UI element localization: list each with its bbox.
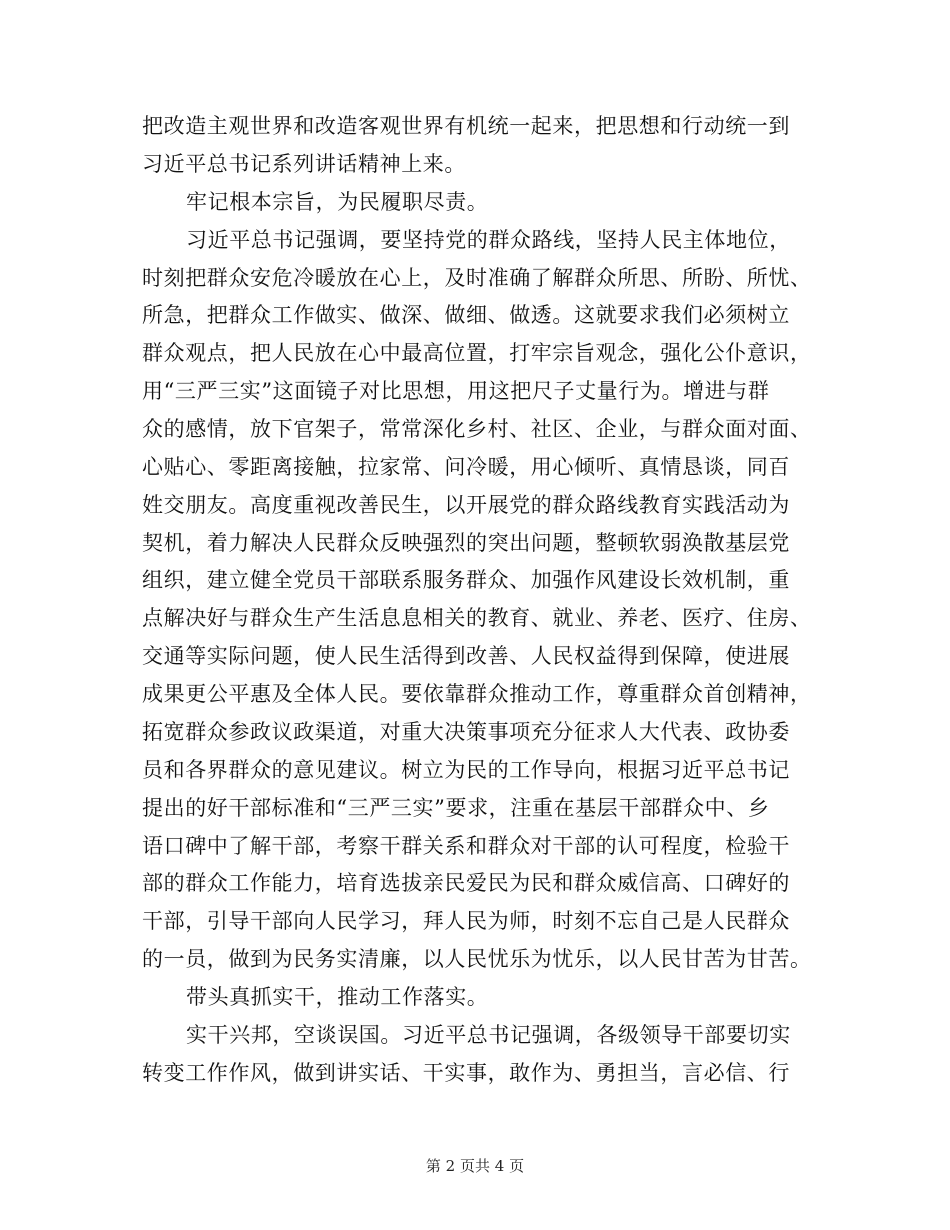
text-line: 习近平总书记系列讲话精神上来。 <box>142 152 466 176</box>
text-line: 交通等实际问题，使人民生活得到改善、人民权益得到保障，使进展 <box>142 644 790 668</box>
text-line: 转变工作作风，做到讲实话、干实事，敢作为、勇担当，言必信、行 <box>142 1061 790 1085</box>
text-line: 实干兴邦，空谈误国。习近平总书记强调，各级领导干部要切实 <box>186 1023 791 1047</box>
section-heading: 带头真抓实干，推动工作落实。 <box>186 985 489 1009</box>
text-line: 姓交朋友。高度重视改善民生，以开展党的群众路线教育实践活动为 <box>142 493 790 517</box>
text-line: 众的感情，放下官架子，常常深化乡村、社区、企业，与群众面对面、 <box>142 417 812 441</box>
text-line: 拓宽群众参政议政渠道，对重大决策事项充分征求人大代表、政协委 <box>142 720 790 744</box>
text-line: 组织，建立健全党员干部联系服务群众、加强作风建设长效机制，重 <box>142 568 790 592</box>
text-line: 的一员，做到为民务实清廉，以人民忧乐为忧乐，以人民甘苦为甘苦。 <box>142 947 812 971</box>
page-number-footer: 第 2 页共 4 页 <box>425 1157 525 1175</box>
text-line: 提出的好干部标准和“三严三实”要求，注重在基层干部群众中、乡 <box>142 796 770 820</box>
text-line: 员和各界群众的意见建议。树立为民的工作导向，根据习近平总书记 <box>142 758 790 782</box>
text-line: 点解决好与群众生产生活息息相关的教育、就业、养老、医疗、住房、 <box>142 606 812 630</box>
text-line: 把改造主观世界和改造客观世界有机统一起来，把思想和行动统一到 <box>142 114 790 138</box>
text-line: 心贴心、零距离接触，拉家常、问冷暖，用心倾听、真情恳谈，同百 <box>142 455 790 479</box>
text-line: 习近平总书记强调，要坚持党的群众路线，坚持人民主体地位， <box>186 228 791 252</box>
text-line: 语口碑中了解干部，考察干群关系和群众对干部的认可程度，检验干 <box>142 834 790 858</box>
text-line: 干部，引导干部向人民学习，拜人民为师，时刻不忘自己是人民群众 <box>142 909 790 933</box>
text-line: 用“三严三实”这面镜子对比思想，用这把尺子丈量行为。增进与群 <box>142 379 770 403</box>
text-line: 契机，着力解决人民群众反映强烈的突出问题，整顿软弱涣散基层党 <box>142 531 790 555</box>
text-line: 所急，把群众工作做实、做深、做细、做透。这就要求我们必须树立 <box>142 303 790 327</box>
text-line: 时刻把群众安危冷暖放在心上，及时准确了解群众所思、所盼、所忧、 <box>142 266 812 290</box>
text-line: 部的群众工作能力，培育选拔亲民爱民为民和群众威信高、口碑好的 <box>142 871 790 895</box>
section-heading: 牢记根本宗旨，为民履职尽责。 <box>186 190 489 214</box>
text-line: 群众观点，把人民放在心中最高位置，打牢宗旨观念，强化公仆意识， <box>142 341 812 365</box>
text-line: 成果更公平惠及全体人民。要依靠群众推动工作，尊重群众首创精神， <box>142 682 812 706</box>
